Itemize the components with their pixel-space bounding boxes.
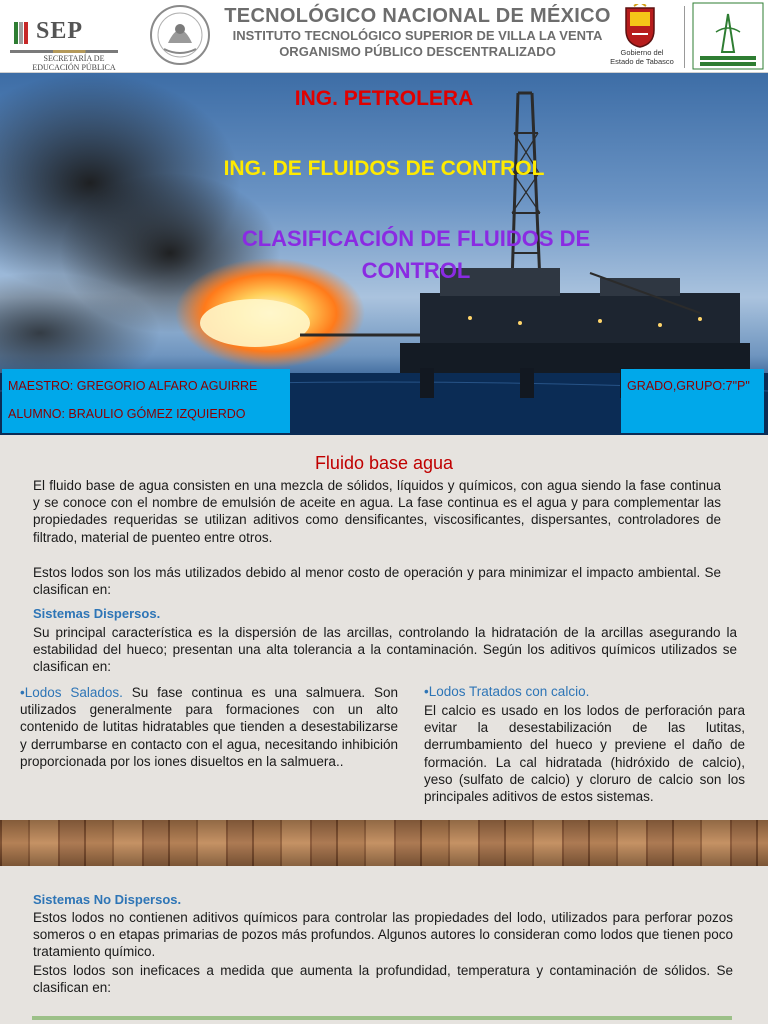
calcium-muds-label: •Lodos Tratados con calcio. — [424, 684, 590, 699]
header-divider — [684, 6, 685, 68]
institution-status: ORGANISMO PÚBLICO DESCENTRALIZADO — [279, 44, 556, 59]
hero-banner — [0, 73, 768, 435]
tabasco-caption-line-2: Estado de Tabasco — [610, 57, 674, 66]
tabasco-shield-icon — [624, 4, 656, 48]
campus-name: INSTITUTO TECNOLÓGICO SUPERIOR DE VILLA LA VENTA — [232, 28, 603, 43]
water-base-section — [0, 437, 768, 820]
non-dispersed-limits-paragraph: Estos lodos son ineficaces a medida que aumenta la profundidad, temperatura y contaminación de sólidos. Se clasifican en: — [33, 963, 733, 996]
tabasco-caption-line-1: Gobierno del — [620, 48, 664, 57]
non-dispersed-section — [0, 866, 768, 1024]
wood-divider — [0, 820, 768, 866]
sep-subtitle-line-2: EDUCACIÓN PÚBLICA — [32, 63, 116, 72]
usage-paragraph: Estos lodos son los más utilizados debido al menor costo de operación y para minimizar el impacto ambiental. Se clasifican en: — [33, 565, 721, 598]
institution-name: TECNOLÓGICO NACIONAL DE MÉXICO — [224, 5, 611, 27]
national-seal-icon — [150, 3, 210, 67]
sep-logo — [10, 8, 118, 72]
section-title: Fluido base agua — [314, 453, 454, 473]
institutional-header — [0, 0, 768, 73]
calcium-muds-text: El calcio es usado en los lodos de perforación para evitar la desestabilización de las lutitas, derrumbamiento del hueco y previene el daño de formación. La cal hidratada (hidróxido de calcio), yeso (sulfato de calcio) y cloruro de calcio son los principales aditivos de estos sistemas. — [424, 703, 745, 805]
dispersed-paragraph: Su principal característica es la dispersión de las arcillas, controlando la hidratación de la arcillas asegurando la estabilidad del hueco; presentan una alta tolerancia a la contaminación. Según los aditivos químicos utilizados se clasifican en: — [33, 625, 737, 675]
author-box — [2, 369, 290, 433]
non-dispersed-paragraph: Estos lodos no contienen aditivos químicos para controlar las propiedades del lodo, utilizados para perforar pozos someros o en etapas primarias de pozos más profundos. Algunos autores lo consideran como lodos que tienen poco tratamiento químico. — [33, 910, 733, 960]
salted-muds-label: •Lodos Salados. — [20, 685, 123, 700]
sep-subtitle-line-1: SECRETARÍA DE — [43, 54, 105, 63]
dispersed-heading: Sistemas Dispersos. — [33, 606, 161, 621]
salted-muds-paragraph — [20, 684, 398, 770]
sep-divider — [10, 50, 118, 53]
itslv-logo-icon — [692, 2, 764, 70]
sep-wordmark: SEP — [36, 18, 84, 44]
teacher-label: MAESTRO: GREGORIO ALFARO AGUIRRE — [8, 379, 258, 393]
group-box — [621, 369, 764, 433]
salted-muds-text: Su fase continua es una salmuera. Son utilizados generalmente para formaciones con un alto contenido de lutitas hidratables que tienden a desestabilizarse y derrumbarse en contacto con el agua, necesitando inhibición proporcionada por los iones disueltos en la salmuera.. — [20, 685, 399, 769]
flag-icon — [14, 22, 28, 44]
intro-paragraph: El fluido base de agua consisten en una mezcla de sólidos, líquidos y químicos, con agua siendo la fase continua y se conoce con el nombre de emulsión de aceite en agua. La fase continua es el agua y para complementar las propiedades requeridas se utilizan aditivos como densificantes, viscosificantes, dispersantes, controladores de filtrado, material de puenteo entre otros. — [33, 478, 721, 545]
subject-title: ING. DE FLUIDOS DE CONTROL — [223, 157, 545, 180]
cut-off-next-line — [32, 1016, 732, 1020]
group-label: GRADO,GRUPO:7"P" — [627, 379, 750, 393]
student-label: ALUMNO: BRAULIO GÓMEZ IZQUIERDO — [8, 407, 246, 421]
topic-title: CLASIFICACIÓN DE FLUIDOS DE CONTROL — [241, 226, 591, 283]
career-title: ING. PETROLERA — [294, 87, 474, 110]
institution-block — [220, 4, 615, 60]
tabasco-caption — [604, 48, 680, 66]
non-dispersed-heading: Sistemas No Dispersos. — [33, 892, 182, 907]
